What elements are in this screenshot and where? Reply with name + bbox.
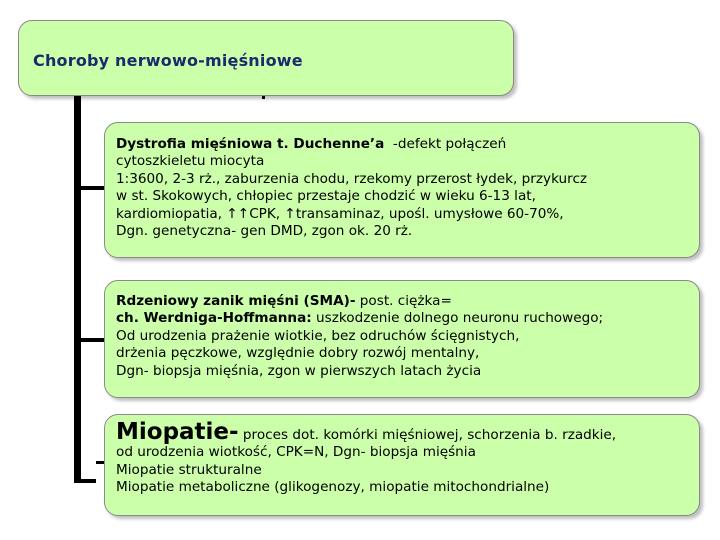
node-miopatie-line: Miopatie metaboliczne (glikogenozy, miopatie mitochondrialne) xyxy=(116,479,550,496)
node-sma-subheading: ch. Werdniga-Hoffmanna: xyxy=(116,310,312,327)
node-duchenne-line: w st. Skokowych, chłopiec przestaje chodzić w wieku 6-13 lat, xyxy=(116,188,536,205)
node-sma-line: Od urodzenia prażenie wiotkie, bez odruchów ścięgnistych, xyxy=(116,327,520,344)
node-duchenne-heading: Dystrofia mięśniowa t. Duchenne’a xyxy=(116,136,385,152)
node-duchenne-line: kardiomiopatia, ↑↑CPK, ↑transaminaz, upośl. umysłowe 60-70%, xyxy=(116,205,564,222)
node-duchenne-text xyxy=(116,136,587,240)
node-sma-heading: Rdzeniowy zanik mięśni (SMA)- xyxy=(116,293,356,309)
title-box xyxy=(18,20,514,96)
node-miopatie-heading-rest: proces dot. komórki mięśniowej, schorzenia b. rzadkie, xyxy=(242,427,617,443)
diagram-title: Choroby nerwowo-mięśniowe xyxy=(33,51,303,70)
connector-branch-3 xyxy=(74,479,96,483)
node-miopatie-line: od urodzenia wiotkość, CPK=N, Dgn- biopsja mięśnia xyxy=(116,444,476,461)
node-miopatie-line: Miopatie strukturalne xyxy=(116,461,262,478)
node-duchenne-line: 1:3600, 2-3 rż., zaburzenia chodu, rzekomy przerost łydek, przykurcz xyxy=(116,170,588,187)
node-miopatie-text xyxy=(116,419,617,497)
node-sma-subheading-rest: uszkodzenie dolnego neuronu ruchowego; xyxy=(316,310,604,327)
node-sma-heading-rest: post. ciężka= xyxy=(359,293,452,309)
node-duchenne-heading-rest: -defekt połączeń xyxy=(392,136,507,152)
node-duchenne-line: Dgn. genetyczna- gen DMD, zgon ok. 20 rż. xyxy=(116,223,413,240)
node-miopatie-heading: Miopatie- xyxy=(116,419,239,445)
node-sma-line: Dgn- biopsja mięśnia, zgon w pierwszych latach życia xyxy=(116,362,482,379)
connector-vertical xyxy=(74,96,81,482)
node-sma-text xyxy=(116,293,603,380)
node-sma-line: drżenia pęczkowe, względnie dobry rozwój mentalny, xyxy=(116,345,480,362)
node-duchenne-line: cytoszkieletu miocyta xyxy=(116,153,265,170)
